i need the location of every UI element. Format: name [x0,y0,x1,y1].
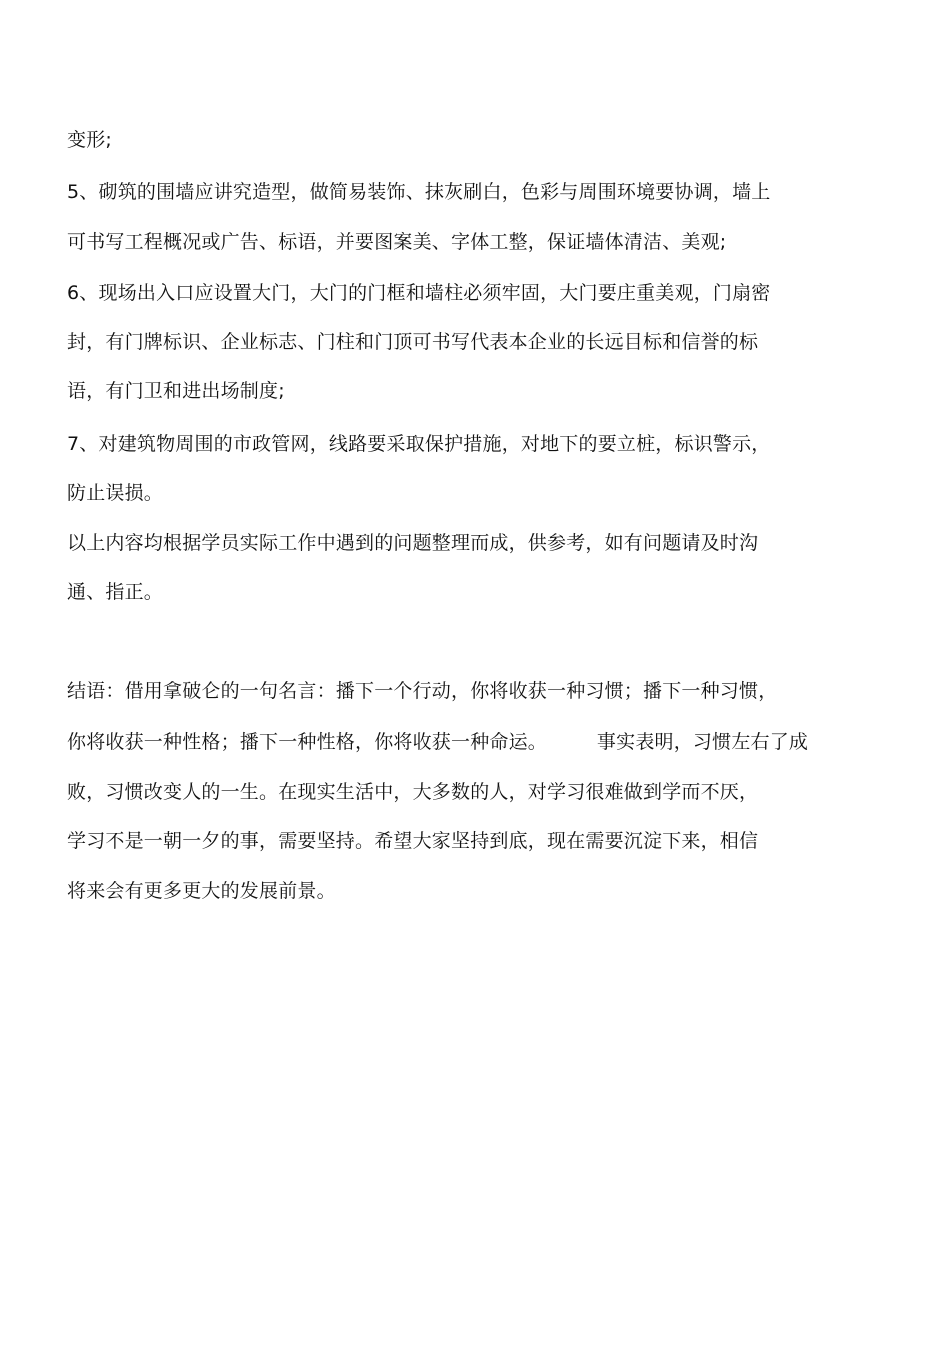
text-line: 封，有门牌标识、企业标志、门柱和门顶可书写代表本企业的长远目标和信誉的标 [67,331,759,353]
text-line: 学习不是一朝一夕的事，需要坚持。希望大家坚持到底，现在需要沉淀下来，相信 [67,830,759,852]
text-line: 变形; [67,129,113,151]
text-line: 你将收获一种性格；播下一种性格，你将收获一种命运。 事实表明，习惯左右了成 [67,731,809,753]
text-line: 以上内容均根据学员实际工作中遇到的问题整理而成，供参考，如有问题请及时沟 [67,532,759,554]
text-line: 7、对建筑物周围的市政管网，线路要采取保护措施，对地下的要立桩，标识警示， [67,433,771,455]
text-line: 可书写工程概况或广告、标语，并要图案美、字体工整，保证墙体清洁、美观; [67,231,727,253]
text-line: 败，习惯改变人的一生。在现实生活中，大多数的人，对学习很难做到学而不厌， [67,781,759,803]
text-line: 通、指正。 [67,581,164,603]
text-line: 5、砌筑的围墙应讲究造型，做简易装饰、抹灰刷白，色彩与周围环境要协调，墙上 [67,181,771,203]
text-line: 语，有门卫和进出场制度; [67,380,285,402]
text-line: 将来会有更多更大的发展前景。 [67,880,336,902]
text-line: 6、现场出入口应设置大门，大门的门框和墙柱必须牢固，大门要庄重美观，门扇密 [67,282,771,304]
text-line: 防止误损。 [67,482,164,504]
text-line: 结语：借用拿破仑的一句名言：播下一个行动，你将收获一种习惯；播下一种习惯， [67,680,778,702]
